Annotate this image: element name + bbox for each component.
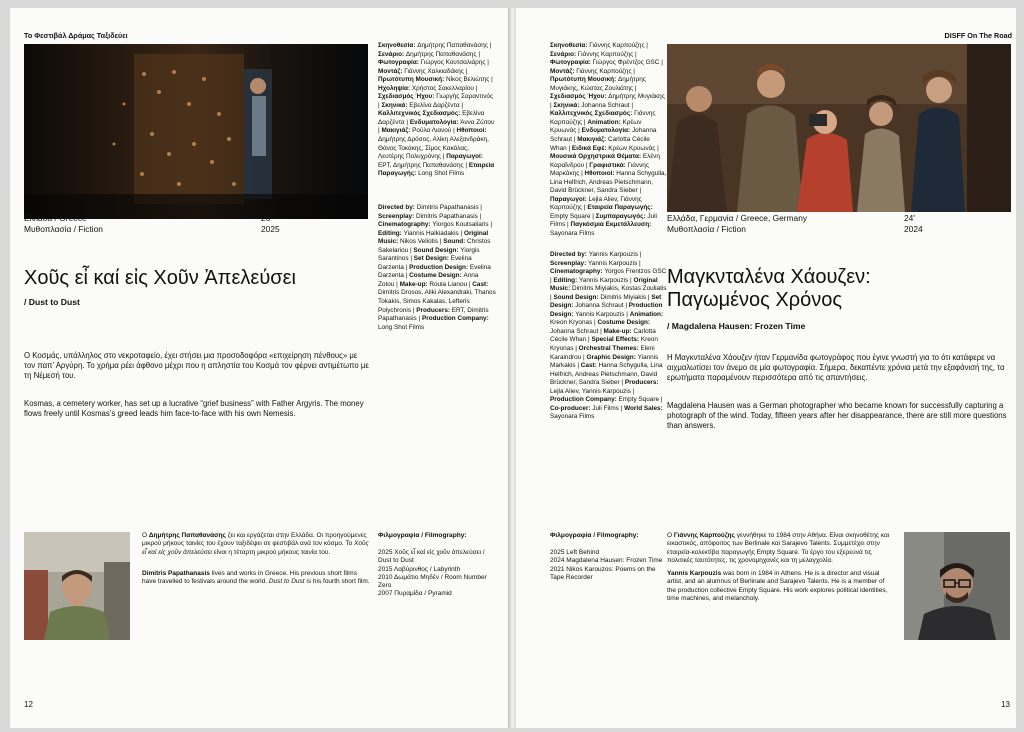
credit-role: Ηθοποιοί: [584, 170, 617, 178]
running-header: DISFF On The Road [944, 31, 1012, 40]
credit-person: Κρέων Κρυωνάς [608, 144, 656, 152]
credit-role: Producers: [624, 379, 659, 387]
credit-person: Yannis Karpouzis [588, 251, 638, 258]
credit-role: Production Company: [550, 396, 619, 404]
credit-role: Γραφιστικά: [589, 161, 628, 169]
credit-person: Juli Films [592, 404, 619, 412]
credit-person: Εβελίνα Δαρζέντα [378, 110, 485, 126]
credit-person: Nikos Veliotis [400, 238, 439, 246]
filmography-list [550, 549, 666, 582]
credit-role: Cinematography: [550, 268, 605, 276]
credit-role: Σκηνικά: [553, 101, 582, 109]
credit-role: Φωτογραφία: [550, 59, 593, 67]
credit-role: Φωτογραφία: [378, 59, 421, 67]
credit-role: Production Design: [409, 263, 470, 271]
director-portrait-papathanasis [24, 532, 130, 640]
credit-person: Anna Zotou [378, 272, 479, 288]
credit-role: Animation: [629, 310, 664, 318]
film-year: 2025 [261, 224, 280, 234]
credit-person: Yiannis Markakis [550, 353, 659, 370]
credit-person: Δημήτρης Παπαθανάσης [417, 42, 488, 49]
credit-role: Σενάριο: [378, 50, 406, 58]
filmography-item: 2015 Λαβύρινθος / Labyrinth [378, 565, 461, 573]
credit-role: Παγκόσμια Εκμετάλλευση: [570, 221, 652, 229]
credit-person: Long Shot Films [378, 323, 425, 331]
credit-person: ΕΡΤ, Δημήτρης Παπαθανάσης [378, 161, 464, 169]
credit-person: Carlotta Cécile Whan [550, 327, 656, 344]
credit-role: Sound Design: [553, 293, 601, 301]
credit-role: Orchestral Themes: [578, 345, 641, 353]
credit-person: Άννα Ζώτου [460, 118, 495, 126]
credit-person: Lejla Aliev, Yannis Karpouzis [550, 387, 631, 395]
credit-person: Δημήτρης Μυγιάκης [608, 93, 665, 101]
credit-role: Cast: [580, 362, 599, 370]
credit-role: Costume Design: [409, 272, 464, 280]
filmography-heading: Φιλμογραφία / Filmography: [378, 532, 467, 539]
credit-person: Dimitris Miyiakis [600, 293, 647, 301]
credit-role: Original Music: [378, 229, 489, 246]
credit-person: Dimitris Miyiakis, Kostas Zouliatis [572, 285, 667, 293]
film-subtitle: / Magdalena Hausen: Frozen Time [667, 321, 806, 331]
credit-person: Sayonara Films [550, 413, 595, 421]
synopsis-greek: Η Μαγκνταλένα Χάουζεν ήταν Γερμανίδα φωτογράφος που έγινε γνωστή για το ότι κατάφερε να αιχμαλωτίσει τον άνεμο σε μία φωτογραφία. Σήμερα, δεκαπέντε χρόνια μετά την εξαφάνισή της, τα ερωτήματα παραμένουν περισσότερα από τις απαντήσεις. [667, 353, 1005, 383]
filmography-item: 2021 Nikos Karouzos: Poems on the Tape Recorder [550, 565, 656, 581]
credit-role: Μακιγιάζ: [381, 127, 413, 135]
credit-person: Dimitris Papathanasis [416, 212, 478, 220]
film-title-line-2: Παγωμένος Χρόνος [667, 289, 842, 311]
credit-role: Μακιγιάζ: [577, 136, 608, 144]
filmography-item: 2024 Magdalena Hausen: Frozen Time [550, 557, 663, 565]
synopsis-english: Kosmas, a cemetery worker, has set up a lucrative “grief business” with Father Argyris. The money flows freely until Kosmas’s greed leads him face-to-face with his own Nemesis. [24, 399, 364, 419]
credit-person: Yannis Karpouzis [575, 310, 625, 318]
credit-role: Σχεδιασμός Ήχου: [378, 93, 437, 101]
credit-person: Yorgos Frentzos GSC [604, 268, 667, 276]
credit-role: Μουσικά Ορχηστρικά Θέματα: [550, 153, 643, 161]
credit-person: Ελένη Καραΐνδρου [550, 153, 660, 169]
credit-person: ERT, Dimitris Papathanasis [378, 306, 489, 323]
credit-role: Ενδυματολογία: [409, 118, 461, 126]
credit-role: Μοντάζ: [378, 67, 405, 75]
filmography-heading: Φιλμογραφία / Filmography: [550, 532, 639, 539]
credit-person: Γιάννης Μαρκάκης [550, 161, 649, 178]
credit-person: Γιώργος Φρέντζος GSC [592, 59, 660, 67]
credit-person: Evelina Darzenta [378, 255, 472, 271]
credit-role: Special Effects: [591, 336, 641, 344]
filmography-item: 2025 Left Behind [550, 549, 600, 556]
credit-person: Kreon Kryonas [550, 336, 658, 353]
credit-person: Hanna Schygulla, Lina Helfrich, Andreas Pietschmann, David Brückner, Sandra Sieber [550, 170, 667, 195]
credit-person: Γιάννης Καρπούζης [576, 67, 632, 75]
credit-person: Hanna Schygulla, Lina Helfrich, Andreas Pietschmann, David Brückner, Sandra Sieber [550, 362, 663, 387]
credit-person: Carlotta Cécile Whan [550, 136, 650, 152]
credits-english: Directed by: Yannis Karpouzis | Screenplay: Yannis Karpouzis | Cinematography: Yorgos Frentzos GSC | Editing: Yannis Karpouzis | Original Music: Dimitris Miyiakis, Kostas Zouliatis | Sound Design: Dimitris Miyiakis | Set Design: Johanna Schraut | Production Design: Yannis Karpouzis | Animation: Kreon Kryonas | Costume Design: Johanna Schraut | Make-up: Carlotta Cécile Whan | Special Effects: Kreon Kryonas | Orchestral Themes: Eleni Karaindrou | Graphic Design: Yiannis Markakis | Cast: Hanna Schygulla, Lina Helfrich, Andreas Pietschmann, David Brückner, Sandra Sieber | Producers: Lejla Aliev, Yannis Karpouzis | Production Company: Empty Square | Co-producer: Juli Films | World Sales: Sayonara Films [550, 251, 667, 421]
filmography-list [378, 549, 498, 599]
film-country: Ελλάδα / Greece [24, 213, 87, 223]
credit-person: Lejla Aliev, Γιάννης Καρπούζης [550, 195, 642, 212]
credit-person: Ρούλα Λιανού [412, 127, 452, 135]
credit-role: Σκηνικά: [381, 101, 410, 109]
credit-person: Empty Square [550, 212, 591, 220]
running-header: Το Φεστιβάλ Δράμας Ταξιδεύει [24, 31, 128, 40]
left-page [10, 8, 510, 728]
credit-role: Παραγωγοί: [550, 195, 589, 203]
credit-person: Johanna Schraut [581, 101, 630, 109]
credit-person: Kreon Kryonas [550, 319, 593, 327]
credit-role: Πρωτότυπη Μουσική: [378, 76, 446, 84]
director-bio-greek: Ο Δημήτρης Παπαθανάσης ζει και εργάζεται στην Ελλάδα. Οι προηγούμενες μικρού μήκους ταινίες του έχουν ταξιδέψει σε φεστιβάλ ανά τον κόσμο. Το Χοῦς εἶ καί εἰς χοῦν ἀπελεύσει είναι η τέταρτη μικρού μήκους ταινία του. [142, 532, 369, 556]
director-bio-greek: Ο Γιάννης Καρπούζης γεννήθηκε το 1984 στην Αθήνα. Είναι σκηνοθέτης και εικαστικός, απόφοιτος των Berlinale και Sarajevo Talents. Συμμετέχει στην εταιρεία-κολεκτίβα παραγωγής Empty Square. Το έργο του εξερευνά τις πολιτικές ταυτότητες, τις χρονομηχανές και τη μελαγχολία. [667, 532, 890, 564]
credit-person: Yiorgos Koutsaliaris [432, 221, 489, 229]
credit-person: Dimitris Papathanasis [416, 204, 479, 211]
credit-role: Ηθοποιοί: [456, 127, 487, 135]
film-title-line-1: Μαγκνταλένα Χάουζεν: [667, 266, 871, 288]
credit-person: Long Shot Films [418, 170, 465, 178]
credit-person: Empty Square [618, 396, 660, 404]
credit-role: Ενδυματολογία: [581, 127, 632, 135]
film-title: Χοῦς εἶ καί εἰς Χοῦν Ἀπελεύσει [24, 267, 296, 289]
page-number: 12 [24, 700, 33, 709]
credit-person: Yannis Karpouzis [579, 276, 629, 284]
film-title [667, 266, 1012, 312]
right-page [516, 8, 1016, 728]
credit-role: Make-up: [603, 327, 634, 335]
credit-person: Dimitris Drosos, Aliki Alexandraki, Thanos Tokakis, Simos Kakalas, Lefteris Polychronis [378, 289, 496, 314]
credit-role: Μοντάζ: [550, 67, 577, 75]
credit-person: Eleni Karaindrou [550, 345, 655, 361]
credit-role: Σκηνοθεσία: [550, 42, 590, 49]
credit-role: Εταιρεία Παραγωγής: [378, 161, 495, 178]
credit-role: Sound Design: [413, 246, 461, 254]
credit-role: Screenplay: [550, 259, 589, 267]
credit-role: Σενάριο: [550, 50, 578, 58]
credit-role: Animation: [587, 118, 623, 126]
filmography-item: 2025 Χοῦς εἶ καί εἰς χοῦν ἀπελεύσει / Dust to Dust [378, 549, 485, 565]
credit-role: Ειδικά Εφέ: [571, 144, 609, 152]
credits-english: Directed by: Dimitris Papathanasis | Screenplay: Dimitris Papathanasis | Cinematography: Yiorgos Koutsaliaris | Editing: Yiannis Halkiadakis | Original Music: Nikos Veliotis | Sound: Christos Sakelariou | Sound Design: Yiorgis Sarantinos | Set Design: Evelina Darzenta | Production Design: Evelina Darzenta | Costume Design: Anna Zotou | Make-up: Roula Lianou | Cast: Dimitris Drosos, Aliki Alexandraki, Thanos Tokakis, Simos Kakalas, Lefteris Polychronis | Producers: ERT, Dimitris Papathanasis | Production Company: Long Shot Films [378, 204, 496, 331]
credit-role: Co-producer: [550, 404, 593, 412]
credit-role: Directed by: [550, 251, 589, 258]
film-still-magdalena-hausen [667, 44, 1011, 212]
credit-role: Set Design: [413, 255, 451, 263]
credit-person: Χρήστος Σακελλαρίου [411, 84, 474, 92]
credit-role: World Sales: [624, 404, 663, 412]
credit-person: Γιωργής Σαραντινός [436, 93, 494, 101]
film-country: Ελλάδα, Γερμανία / Greece, Germany [667, 213, 808, 223]
credits-greek: Σκηνοθεσία: Γιάννης Καρπούζης | Σενάριο: Γιάννης Καρπούζης | Φωτογραφία: Γιώργος Φρέντζος GSC | Μοντάζ: Γιάννης Καρπούζης | Πρωτότυπη Μουσική: Δημήτρης Μυγιάκης, Κώστας Ζουλιάτης | Σχεδιασμός Ήχου: Δημήτρης Μυγιάκης | Σκηνικά: Johanna Schraut | Καλλιτεχνικός Σχεδιασμός: Γιάννης Καρπούζης | Animation: Κρέων Κρυωνάς | Ενδυματολογία: Johanna Schraut | Μακιγιάζ: Carlotta Cécile Whan | Ειδικά Εφέ: Κρέων Κρυωνάς | Μουσικά Ορχηστρικά Θέματα: Ελένη Καραΐνδρου | Γραφιστικά: Γιάννης Μαρκάκης | Ηθοποιοί: Hanna Schygulla, Lina Helfrich, Andreas Pietschmann, David Brückner, Sandra Sieber | Παραγωγοί: Lejla Aliev, Γιάννης Καρπούζης | Εταιρεία Παραγωγής: Empty Square | Συμπαραγωγός: Juli Films | Παγκόσμια Εκμετάλλευση: Sayonara Films [550, 42, 667, 238]
credit-person: Yiannis Halkiadakis [403, 229, 459, 237]
credit-person: Γιάννης Καρπούζης [550, 110, 656, 126]
credits-greek: Σκηνοθεσία: Δημήτρης Παπαθανάσης | Σενάριο: Δημήτρης Παπαθανάσης | Φωτογραφία: Γιώργος Κουτσαλιάρης | Μοντάζ: Γιάννης Χαλκιαδάκης | Πρωτότυπη Μουσική: Νίκος Βελιώτης | Ηχοληψία: Χρήστος Σακελλαρίου | Σχεδιασμός Ήχου: Γιωργής Σαραντινός | Σκηνικά: Εβελίνα Δαρζέντα | Καλλιτεχνικός Σχεδιασμός: Εβελίνα Δαρζέντα | Ενδυματολογία: Άννα Ζώτου | Μακιγιάζ: Ρούλα Λιανού | Ηθοποιοί: Δημήτρης Δρόσος, Αλίκη Αλεξανδράκη, Θάνος Τοκάκης, Σίμος Κακάλας, Λευτέρης Πολυχρόνης | Παραγωγοί: ΕΡΤ, Δημήτρης Παπαθανάσης | Εταιρεία Παραγωγής: Long Shot Films [378, 42, 495, 178]
credit-role: Cast: [472, 280, 489, 288]
credit-role: Producers: [416, 306, 452, 314]
credit-person: Sayonara Films [550, 230, 595, 238]
credit-person: Γιάννης Καρπούζης [577, 50, 634, 58]
credit-role: Directed by: [378, 204, 417, 211]
credit-role: Editing: [378, 229, 404, 237]
credit-role: Make-up: [399, 280, 430, 288]
credit-person: Δημήτρης Δρόσος, Αλίκη Αλεξανδράκη, Θάνος Τοκάκης, Σίμος Κακάλας, Λευτέρης Πολυχρόνης [378, 136, 489, 161]
credit-role: Costume Design: [597, 319, 651, 327]
director-bio-english: Dimitris Papathanasis lives and works in Greece. His previous short films have travelled to festivals around the world. Dust to Dust is his fourth short film. [142, 570, 370, 586]
film-duration: 24' [904, 213, 915, 223]
credit-person: Johanna Schraut [550, 327, 599, 335]
credit-person: Νίκος Βελιώτης [445, 76, 490, 84]
credit-role: Σκηνοθεσία: [378, 42, 418, 49]
filmography-item: 2010 Δωμάτιο Μηδέν / Room Number Zero [378, 573, 487, 590]
credit-role: Παραγωγοί: [446, 153, 483, 161]
credit-role: Graphic Design: [586, 353, 638, 361]
credit-role: Production Company: [421, 315, 489, 323]
credit-role: Original Music: [550, 276, 658, 293]
credit-person: Roula Lianou [429, 280, 468, 288]
credit-person: Γιάννης Καρπούζης [589, 42, 645, 49]
credit-role: Production Design: [550, 302, 663, 318]
credit-person: Christos Sakelariou [378, 238, 491, 254]
credit-person: Yiorgis Sarantinos [378, 246, 480, 263]
film-subtitle: / Dust to Dust [24, 297, 80, 307]
credit-role: Screenplay: [378, 212, 417, 220]
film-year: 2024 [904, 224, 923, 234]
credit-role: Ηχοληψία: [378, 84, 412, 92]
credit-person: Δημήτρης Μυγιάκης, Κώστας Ζουλιάτης [550, 76, 646, 92]
synopsis-english: Magdalena Hausen was a German photographer who became known for successfully capturing a photograph of the wind. Today, fifteen years after her disappearance, there are still more questions than answers. [667, 401, 1007, 431]
credit-person: Johanna Schraut [550, 127, 657, 144]
credit-role: Καλλιτεχνικός Σχεδιασμός: [378, 110, 463, 118]
director-portrait-karpouzis [904, 532, 1010, 640]
credit-person: Juli Films [550, 212, 657, 229]
credit-role: Cinematography: [378, 221, 433, 229]
credit-person: Γιώργος Κουτσαλιάρης [420, 59, 486, 67]
credit-role: Sound: [443, 238, 468, 246]
credit-person: Εβελίνα Δαρζέντα [409, 101, 460, 109]
film-duration: 26' [261, 213, 272, 223]
credit-person: Κρέων Κρυωνάς [550, 118, 642, 135]
credit-role: Εταιρεία Παραγωγής: [587, 204, 653, 212]
film-genre: Μυθοπλασία / Fiction [667, 224, 746, 234]
filmography-item: 2007 Πυραμίδα / Pyramid [378, 590, 452, 598]
credit-person: Δημήτρης Παπαθανάσης [405, 50, 477, 58]
credit-role: Editing: [553, 276, 579, 284]
credit-role: Καλλιτεχνικός Σχεδιασμός: [550, 110, 635, 118]
credit-person: Johanna Schraut [575, 302, 624, 310]
director-bio-english: Yannis Karpouzis was born in 1984 in Athens. He is a director and visual artist, and an alumnus of Berlinale and Sarajevo Talents. He is a member of the production collective Empty Square. His work explores political identities, time machines, and melancholy. [667, 570, 888, 602]
synopsis-greek: Ο Κοσμάς, υπάλληλος στο νεκροταφείο, έχει στήσει μια προσοδοφόρα «επιχείρηση πένθους» με τον παπ’ Αργύρη. Το χρήμα ρέει άφθονο μέχρι που η απληστία του Κοσμά τον φέρνει αντιμέτωπο με τη Νέμεσή του. [24, 351, 369, 381]
film-still-dust-to-dust [24, 44, 368, 219]
credit-role: Συμπαραγωγός: [595, 212, 648, 220]
credit-role: Πρωτότυπη Μουσική: [550, 76, 618, 84]
credit-person: Γιάννης Χαλκιαδάκης [404, 67, 464, 75]
credit-role: Set Design: [550, 293, 662, 310]
credit-person: Yannis Karpouzis [588, 259, 638, 267]
film-genre: Μυθοπλασία / Fiction [24, 224, 103, 234]
credit-person: Evelina Darzenta [378, 263, 491, 280]
page-number: 13 [1001, 700, 1010, 709]
credit-role: Σχεδιασμός Ήχου: [550, 93, 609, 101]
